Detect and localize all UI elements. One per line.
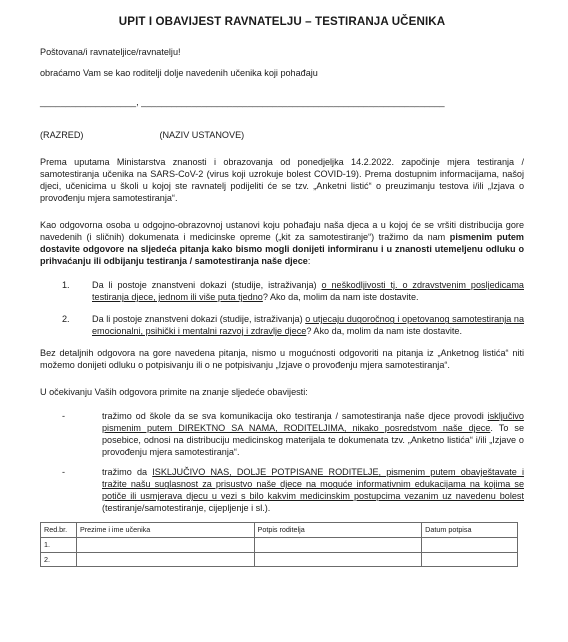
paragraph-notices-intro: U očekivanju Vaših odgovora primite na znanje sljedeće obavijesti:	[40, 387, 308, 398]
student-name-cell[interactable]	[76, 538, 254, 553]
school-label: (NAZIV USTANOVE)	[159, 130, 245, 141]
blank-fill-row	[40, 96, 524, 108]
table-row	[41, 538, 518, 553]
paragraph-request	[40, 219, 524, 267]
question-number: 2.	[62, 314, 70, 325]
notice-item	[62, 466, 524, 514]
signature-table	[40, 522, 518, 567]
student-name-cell[interactable]	[76, 552, 254, 567]
row-ordinal: 2.	[41, 552, 77, 567]
request-colon: :	[307, 256, 311, 267]
table-header-row	[41, 523, 518, 538]
request-text: Kao odgovorna osoba u odgojno-obrazovnoj ustanovi koju pohađaju naša djeca a u kojoj će se vršiti distribucija gore navedenih (i sličnih) dokumenata i medicinske opreme („kit za samotestiranje“) tražimo da nam	[40, 220, 524, 243]
paragraph-ministry: Prema uputama Ministarstva znanosti i obrazovanja od ponedjeljka 14.2.2022. započinje mjera testiranja / samotestiranja učenika na SARS-CoV-2 (virus koji uzrokuje bolest COVID-19). Prema dostupnim informacijama, našoj djeci, učenicima u školi u kojoj ste ravnatelj podijeliti će se tzv. „Anketni listić“ o preuzimanju testova i/ili „Izjava o provođenju mjera samotestiranja“.	[40, 157, 524, 204]
notice-text: tražimo da	[102, 467, 153, 478]
signature-date-cell[interactable]	[422, 552, 518, 567]
notice-tail: . To se posebice, odnosi na distribuciju medicinskog materijala te dokumenata tzv. „Anketno listića“ i/ili „Izjave o provođenju mjera samotestiranja“.	[102, 423, 525, 458]
question-text: Da li postoje znanstveni dokazi (studije, istraživanja)	[92, 280, 322, 291]
notice-underlined: isključivo pismenim putem DIREKTNO SA NAMA, RODITELJIMA, nikako posredstvom naše djece	[102, 411, 524, 434]
header-signature-date: Datum potpisa	[422, 523, 518, 538]
notice-underlined: ISKLJUČIVO NAS, DOLJE POTPISANE RODITELJE, pismenim putem obavještavate i tražite našu suglasnost za prisustvo naše djece na moguće informativnim edukacijama na kojima se potiče ili usmjerava djecu u vezi s bilo kakvim medicinskim postupcima vezanim uz navedenu bolest	[102, 467, 525, 502]
dash-bullet: -	[62, 411, 66, 422]
question-underlined: o utjecaju dugoročnog i opetovanog samotestiranja na emocionalni, psihički i mentalni razvoj i zdravlje djece	[92, 314, 525, 337]
parent-signature-cell[interactable]	[254, 538, 422, 553]
row-ordinal: 1.	[41, 538, 77, 553]
table-row	[41, 552, 518, 567]
notice-tail: (testiranje/samotestiranje, cijepljenje i sl.).	[102, 503, 271, 514]
blank-labels	[40, 129, 524, 141]
notices-list	[40, 410, 524, 514]
parent-signature-cell[interactable]	[254, 552, 422, 567]
blank-separator: ,	[136, 97, 139, 108]
school-blank[interactable]: ____________________________________________________________	[141, 97, 445, 108]
paragraph-no-answer: Bez detaljnih odgovora na gore navedena pitanja, nismo u mogućnosti odgovoriti na pitanja iz „Anketnog listića“ niti možemo donijeti odluku o potpisivanju ili o ne potpisivanju „Izjave o provođenju mjera samotestiranja“.	[40, 348, 524, 371]
document-title: UPIT I OBAVIJEST RAVNATELJU – TESTIRANJA UČENIKA	[118, 15, 446, 28]
question-item	[62, 313, 524, 337]
intro-line: obraćamo Vam se kao roditelji dolje navedenih učenika koji pohađaju	[40, 68, 318, 79]
notice-text: tražimo od škole da se sva komunikacija oko testiranja / samotestiranja naše djece provodi	[102, 411, 488, 422]
class-blank[interactable]: ___________________	[40, 97, 137, 108]
header-student-name: Prezime i ime učenika	[76, 523, 254, 538]
question-item	[62, 279, 524, 303]
questions-list	[40, 279, 524, 337]
header-ordinal: Red.br.	[41, 523, 77, 538]
greeting: Poštovana/i ravnateljice/ravnatelju!	[40, 47, 181, 58]
question-tail: ? Ako da, molim da nam iste dostavite.	[306, 326, 462, 337]
dash-bullet: -	[62, 467, 66, 478]
question-underlined: o neškodljivosti tj. o zdravstvenim posljedicama testiranja djece, jednom ili više puta tjedno	[92, 280, 524, 303]
header-parent-signature: Potpis roditelja	[254, 523, 422, 538]
signature-date-cell[interactable]	[422, 538, 518, 553]
request-bold: pismenim putem dostavite odgovore na sljedeća pitanja kako bismo mogli donijeti informiranu i u znanosti utemeljenu odluku o prihvaćanju ili odbijanju testiranja / samotestiranja naše djece	[40, 232, 524, 267]
question-tail: ? Ako da, molim da nam iste dostavite.	[262, 292, 419, 303]
class-label: (RAZRED)	[40, 130, 84, 141]
question-text: Da li postoje znanstveni dokazi (studije, istraživanja)	[92, 314, 306, 325]
notice-item	[62, 410, 524, 458]
question-number: 1.	[62, 280, 70, 291]
